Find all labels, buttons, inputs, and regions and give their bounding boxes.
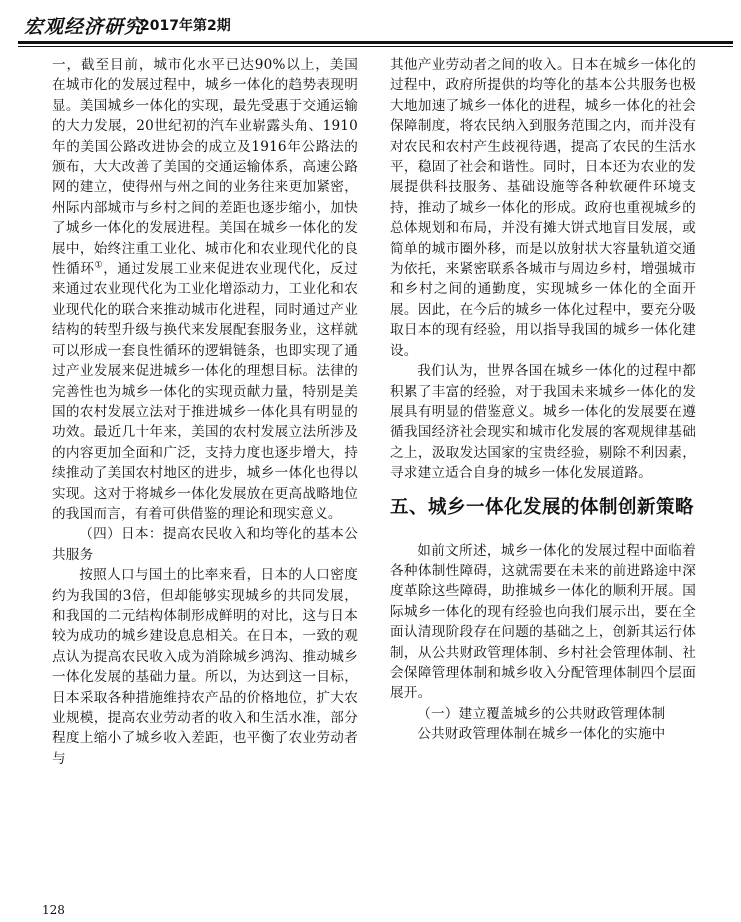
footnote-marker: ① <box>94 260 104 271</box>
left-paragraph-1-text-b: ，通过发展工业来促进农业现代化，反过来通过农业现代化为工业化增添动力，工业化和农业现代化的联合来推动城市化进程，同时通过产业结构的转型升级与换代来发展配套服务业，这样就可以形成一套良性循环的逻辑链条，也即实现了通过产业发展来促进城乡一体化的理想目标。法律的完善性也为城乡一体化的实现贡献力量，特别是美国的农村发展立法对于推进城乡一体化具有明显的功效。最近几十年来，美国的农村发展立法所涉及的内容更加全面和广泛，支持力度也逐步增大，持续推动了美国农村地区的进步，城乡一体化也得以实现。这对于将城乡一体化发展放在更高战略地位的我国而言，有着可供借鉴的理论和现实意义。 <box>52 261 358 522</box>
issue-label: 2017年第2期 <box>140 18 231 34</box>
page-header <box>18 8 733 40</box>
right-paragraph-4: 公共财政管理体制在城乡一体化的实施中 <box>417 726 666 743</box>
left-paragraph-1-text-a: 一，截至目前，城市化水平已达90%以上，美国在城市化的发展过程中，城乡一体化的趋势表现明显。美国城乡一体化的实现，最先受惠于交通运输的大力发展，20世纪初的汽车业崭露头角、1910年的美国公路改进协会的成立及1916年公路法的颁布，大大改善了美国的交通运输体系，高速公路网的建立，使得州与州之间的业务往来更加紧密，州际内部城市与乡村之间的差距也逐步缩小，加快了城乡一体化的发展进程。美国在城乡一体化的发展中，始终注重工业化、城市化和农业现代化的良性循环 <box>52 57 358 278</box>
left-paragraph-2: 按照人口与国土的比率来看，日本的人口密度约为我国的3倍，但却能够实现城乡的共同发展，和我国的二元结构体制形成鲜明的对比，这与日本较为成功的城乡建设息息相关。在日本，一致的观点认为提高农民收入成为消除城乡鸿沟、推动城乡一体化发展的基础力量。所以，为达到这一目标，日本采取各种措施维持农产品的价格地位，扩大农业规模，提高农业劳动者的收入和生活水准，部分程度上缩小了城乡收入差距，也平衡了农业劳动者与 <box>52 567 358 767</box>
subsection-heading-finance: （一）建立覆盖城乡的公共财政管理体制 <box>417 705 666 722</box>
subsection-heading-japan: （四）日本：提高农民收入和均等化的基本公共服务 <box>52 526 358 563</box>
section-heading: 五、城乡一体化发展的体制创新策略 <box>390 496 695 518</box>
right-paragraph-1: 其他产业劳动者之间的收入。日本在城乡一体化的过程中，政府所提供的均等化的基本公共服务也极大地加速了城乡一体化的进程，城乡一体化的社会保障制度，将农民纳入到服务范围之内，而并没有对农民和农村产生歧视待遇，提高了农民的生活水平，稳固了社会和谐性。同时，日本还为农业的发展提供科技服务、基础设施等各种软硬件环境支持，推动了城乡一体化的形成。政府也重视城乡的总体规划和布局，并没有摊大饼式地盲目发展，或简单的城市圈外移，而是以放射状大容量轨道交通为依托，来紧密联系各城市与周边乡村，增强城市和乡村之间的通勤度，实现城乡一体化的全面开展。因此，在今后的城乡一体化过程中，要充分吸取日本的现有经验，用以指导我国的城乡一体化建设。 <box>390 57 696 359</box>
right-column <box>390 55 696 745</box>
left-column <box>52 55 358 769</box>
left-paragraph-1 <box>52 55 358 524</box>
right-paragraph-3: 如前文所述，城乡一体化的发展过程中面临着各种体制性障碍，这就需要在未来的前进路途中深度革除这些障碍，助推城乡一体化的顺利开展。国际城乡一体化的现有经验也向我们展示出，要在全面认清现阶段存在问题的基础之上，创新其运行体制，从公共财政管理体制、乡村社会管理体制、社会保障管理体制和城乡收入分配管理体制四个层面展开。 <box>390 542 696 702</box>
journal-title: 宏观经济研究 <box>24 16 145 38</box>
page-number: 128 <box>42 903 65 917</box>
header-rule-thick <box>18 41 733 44</box>
right-paragraph-2: 我们认为，世界各国在城乡一体化的过程中都积累了丰富的经验，对于我国未来城乡一体化的发展具有明显的借鉴意义。城乡一体化的发展要在遵循我国经济社会现实和城市化发展的客观规律基础之上，汲取发达国家的宝贵经验，剔除不利因素，寻求建立适合自身的城乡一体化发展道路。 <box>390 363 696 482</box>
header-rule-thin <box>18 46 733 47</box>
